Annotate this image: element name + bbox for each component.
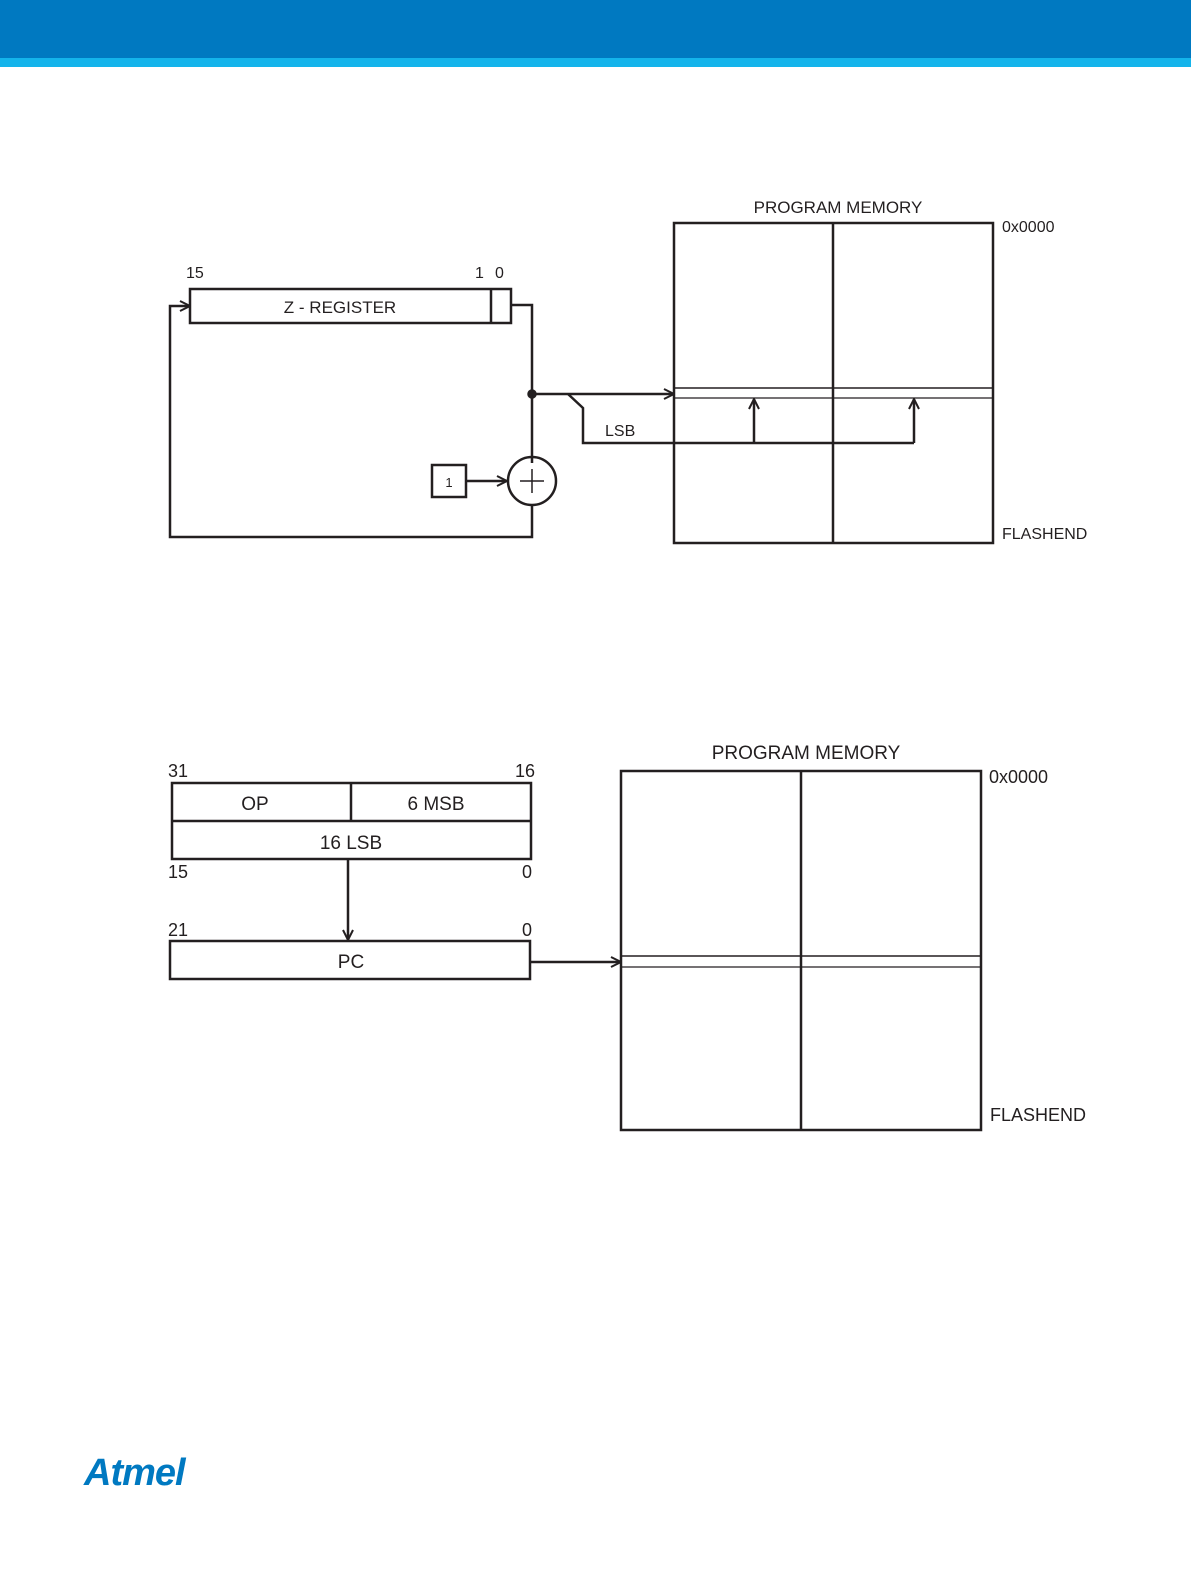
- z-bit-0-label: 0: [495, 265, 504, 282]
- bit-15-label: 15: [168, 862, 189, 882]
- op-label: OP: [241, 794, 269, 815]
- start-address-2-label: 0x0000: [989, 767, 1049, 787]
- z-bit-1-label: 1: [475, 265, 484, 282]
- diagram-lpm: [170, 223, 993, 543]
- z-register-label: Z - REGISTER: [283, 298, 397, 317]
- increment-value: 1: [445, 475, 453, 490]
- diagram-jmp: [170, 771, 981, 1130]
- bit-21-label: 21: [168, 920, 189, 940]
- lsb-label: LSB: [605, 423, 636, 440]
- diagram-lpm-labels: [186, 198, 1087, 543]
- diagram-jmp-labels: [168, 743, 1086, 1125]
- end-address-2-label: FLASHEND: [990, 1105, 1087, 1125]
- bit-0-lower-label: 0: [521, 920, 532, 940]
- z-bit-15-label: 15: [186, 265, 204, 282]
- program-memory-2-title: PROGRAM MEMORY: [711, 743, 901, 764]
- end-address-label: FLASHEND: [1002, 526, 1088, 543]
- start-address-label: 0x0000: [1002, 219, 1055, 236]
- bit-16-label: 16: [514, 761, 535, 781]
- feedback-loop-line: [170, 306, 532, 537]
- bit-0-upper-label: 0: [521, 862, 532, 882]
- pc-label: PC: [337, 952, 365, 973]
- msb-label: 6 MSB: [407, 794, 465, 815]
- lsb-16-label: 16 LSB: [319, 833, 383, 854]
- program-memory-title: PROGRAM MEMORY: [753, 198, 923, 217]
- bit-31-label: 31: [168, 761, 189, 781]
- atmel-logo: Atmel: [84, 1452, 185, 1494]
- z-register-output-line: [511, 305, 532, 463]
